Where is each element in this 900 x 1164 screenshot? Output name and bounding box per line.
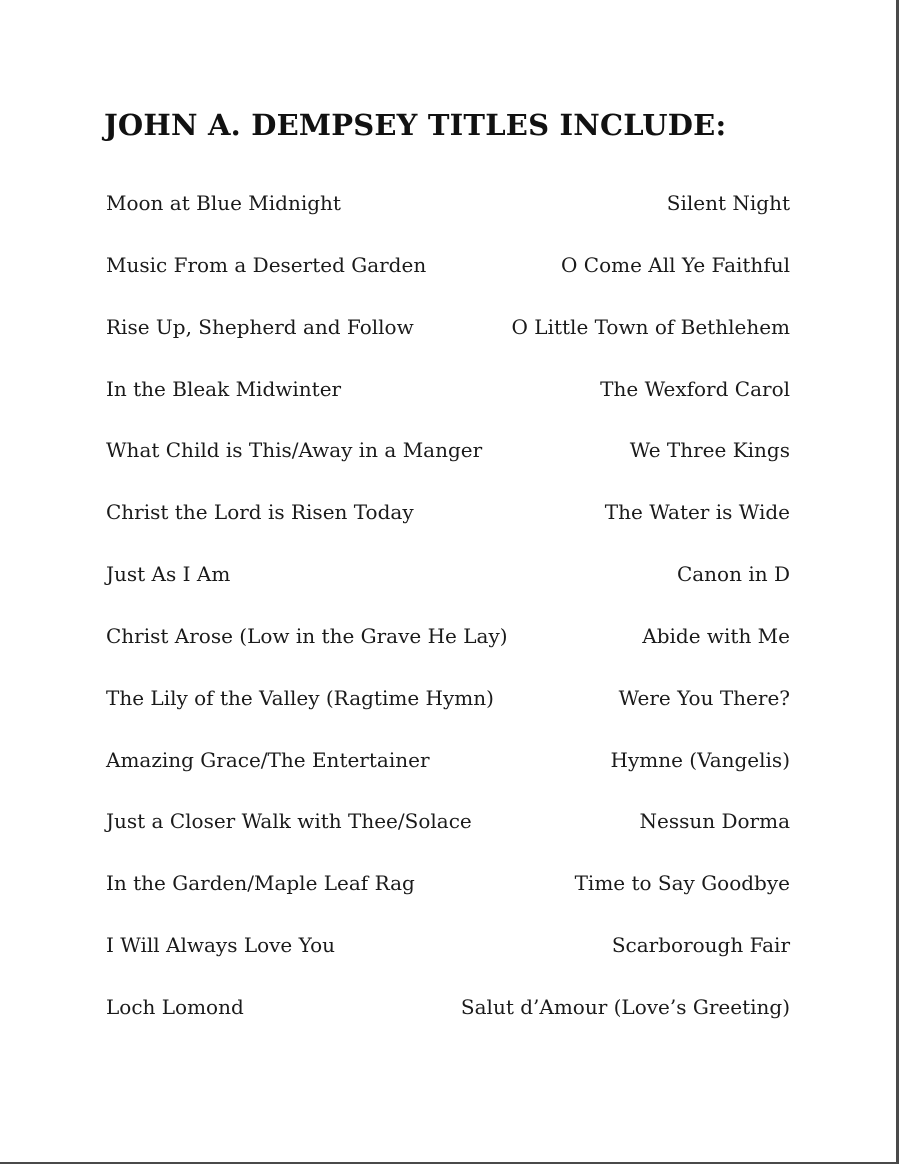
left-title: Rise Up, Shepherd and Follow <box>106 314 414 339</box>
title-row <box>106 438 790 500</box>
title-row <box>106 686 790 748</box>
title-row <box>106 562 790 624</box>
title-row <box>106 809 790 871</box>
right-title: Silent Night <box>666 191 790 215</box>
right-title: Nessun Dorma <box>639 809 790 834</box>
title-row <box>106 377 790 439</box>
right-title: O Little Town of Bethlehem <box>511 314 790 339</box>
right-title: Hymne (Vangelis) <box>610 747 790 772</box>
right-title: Canon in D <box>676 562 790 587</box>
left-title: Music From a Deserted Garden <box>106 252 427 277</box>
right-title: We Three Kings <box>629 438 790 463</box>
left-title: I Will Always Love You <box>106 933 336 958</box>
left-title: Christ the Lord is Risen Today <box>106 500 414 525</box>
title-row <box>106 995 790 1057</box>
right-title: Abide with Me <box>642 623 790 648</box>
right-title: Salut d’Amour (Love’s Greeting) <box>460 994 790 1019</box>
title-row <box>106 315 790 377</box>
right-title: Time to Say Goodbye <box>574 871 790 896</box>
left-title: Amazing Grace/The Entertainer <box>106 747 430 772</box>
titles-list <box>106 191 790 1057</box>
left-title: What Child is This/Away in a Manger <box>106 438 483 463</box>
right-title: Scarborough Fair <box>611 933 790 958</box>
right-title: The Wexford Carol <box>600 376 790 401</box>
left-title: In the Garden/Maple Leaf Rag <box>106 871 415 896</box>
right-title: O Come All Ye Faithful <box>561 252 790 277</box>
title-row <box>106 748 790 810</box>
title-row <box>106 253 790 315</box>
right-title: The Water is Wide <box>604 500 790 525</box>
left-title: In the Bleak Midwinter <box>106 376 342 401</box>
title-row <box>106 191 790 253</box>
left-title: Just a Closer Walk with Thee/Solace <box>106 809 472 834</box>
title-row <box>106 624 790 686</box>
page-heading: JOHN A. DEMPSEY TITLES INCLUDE: <box>104 108 727 142</box>
title-row <box>106 933 790 995</box>
title-row <box>106 871 790 933</box>
left-title: The Lily of the Valley (Ragtime Hymn) <box>106 685 494 710</box>
left-title: Loch Lomond <box>106 994 244 1019</box>
left-title: Christ Arose (Low in the Grave He Lay) <box>106 623 508 648</box>
left-title: Moon at Blue Midnight <box>106 191 341 215</box>
title-row <box>106 500 790 562</box>
right-title: Were You There? <box>618 685 790 710</box>
left-title: Just As I Am <box>106 562 231 587</box>
